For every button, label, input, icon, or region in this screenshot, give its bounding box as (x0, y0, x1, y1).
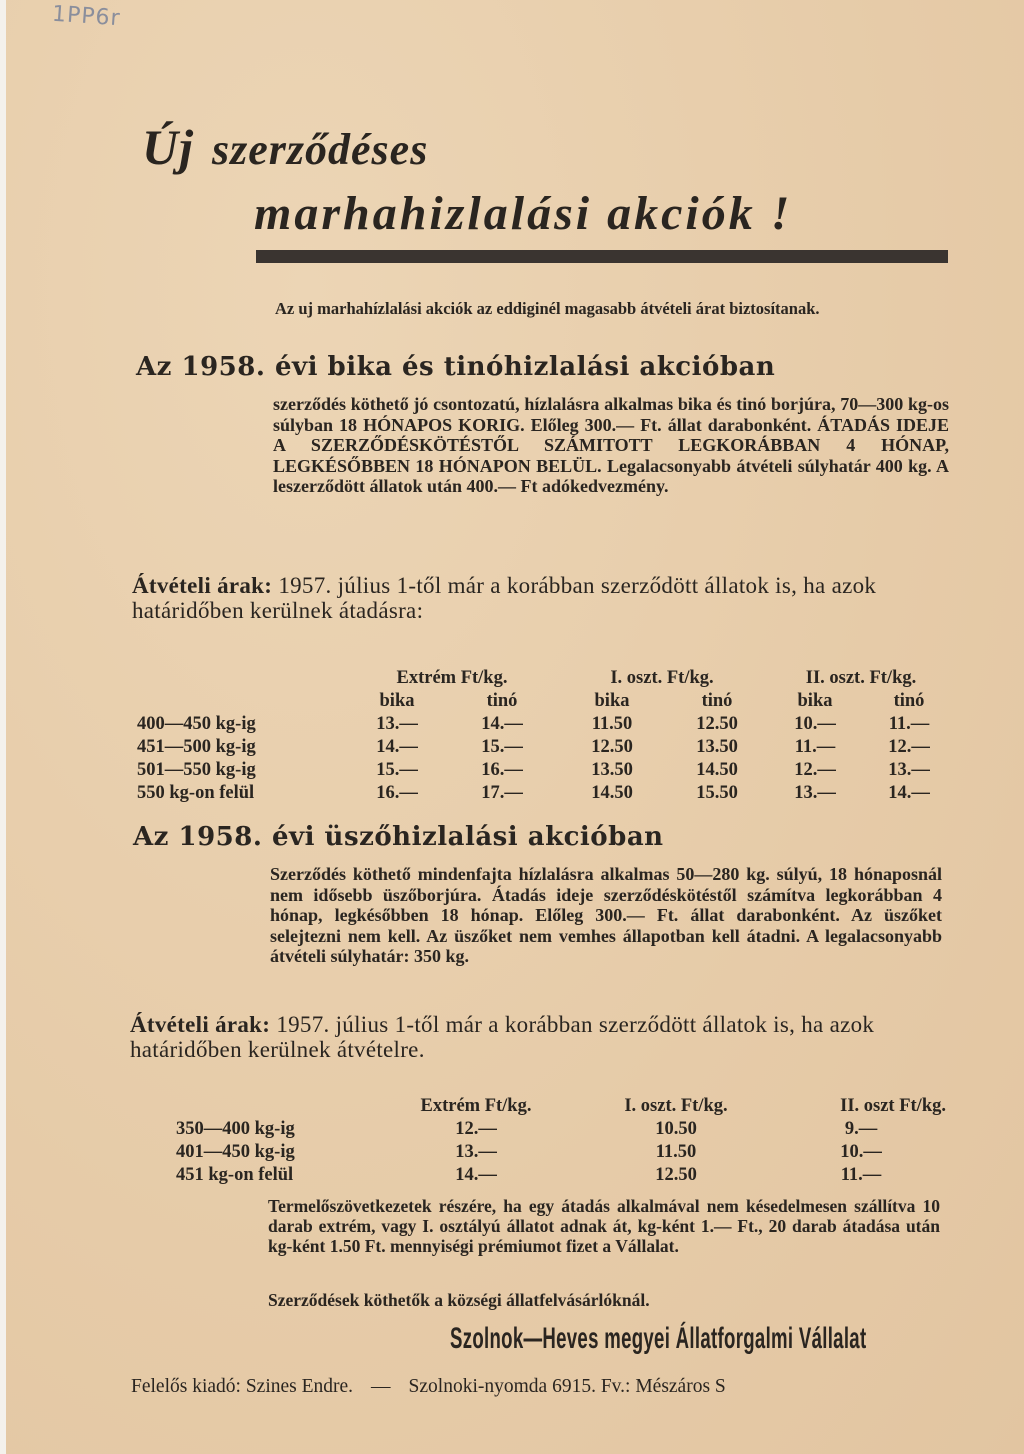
paper-edge (0, 0, 6, 1454)
contracts-note: Szerződések köthetők a községi állatfelvásárlóknál. (268, 1290, 650, 1310)
section1-table-group-header (137, 667, 955, 690)
price-cell: 15.— (376, 760, 418, 780)
price-cell: 11.50 (655, 1142, 697, 1162)
section2-body: Szerződés köthető mindenfajta hízlalásra alkalmas 50—280 kg. súlyú, 18 hónaposnál nem idősebb üszőborjúra. Átadás ideje szerződéskötéstől számítva legkorábban 4 hónap, legkésőbben 18 hónap. Előleg 300.— Ft. állat darabonként. Az üszőket selejtezni nem kell. Az üszőket nem vemhes állapotban kell átadni. A legalacsonyabb átvételi súlyhatár: 350 kg. (270, 864, 942, 966)
price-cell: 10.— (840, 1142, 882, 1162)
title-word-szerzodeses: szerződéses (212, 125, 429, 174)
price-cell: 14.50 (696, 760, 738, 780)
section1-table-sub-header (137, 690, 955, 713)
sub-header: tinó (893, 691, 925, 711)
price-cell: 13.— (888, 760, 930, 780)
issuer-signature: Szolnok—Heves megyei Állatforgalmi Vállalat (450, 1322, 867, 1355)
price-cell: 14.— (376, 737, 418, 757)
price-cell: 11.— (794, 737, 836, 757)
title-underline (256, 250, 948, 263)
sub-header: bika (797, 691, 833, 711)
price-cell: 14.— (888, 783, 930, 803)
section1-body: szerződés köthető jó csontozatú, hízlalásra alkalmas bika és tinó borjúra, 70—300 kg-os súlyban 18 HÓNAPOS KORIG. Előleg 300.— Ft. állat darabonként. ÁTADÁS IDEJE A SZERZŐDÉSKÖTÉSTŐL SZÁMITOTT LEGKORÁBBAN 4 HÓNAP, LEGKÉSŐBBEN 18 HÓNAPON BELÜL. Legalacsonyabb átvételi súlyhatár 400 kg. A leszerződött állatok után 400.— Ft adókedvezmény. (273, 394, 949, 496)
table-row (137, 759, 955, 782)
price-cell: 14.— (481, 714, 523, 734)
price-cell: 11.— (888, 714, 930, 734)
row-label: 451 kg-on felül (176, 1165, 294, 1185)
table-row (137, 736, 955, 759)
title-word-uj: Új (142, 119, 194, 175)
intro-text: Az uj marhahízlalási akciók az eddiginél magasabb átvételi árat biztosítanak. (275, 299, 820, 318)
section2-heading: Az 1958. évi üszőhizlalási akcióban (133, 822, 664, 852)
price-cell: 9.— (844, 1119, 878, 1139)
section1-price-table (137, 667, 955, 805)
price-cell: 16.— (481, 760, 523, 780)
section2-table-header (176, 1095, 946, 1118)
price-cell: 12.— (888, 737, 930, 757)
price-cell: 12.50 (696, 714, 738, 734)
section2-prices-intro (130, 1012, 946, 1062)
price-cell: 15.50 (696, 783, 738, 803)
price-cell: 14.50 (591, 783, 633, 803)
section2-price-table (176, 1095, 946, 1187)
group-header-class2: II. oszt. Ft/kg. (805, 668, 917, 688)
footer-printer: Szolnoki-nyomda 6915. Fv.: Mészáros S (408, 1376, 726, 1397)
price-cell: 15.— (481, 737, 523, 757)
price-cell: 13.— (376, 714, 418, 734)
title-line-1 (142, 118, 428, 176)
row-label: 350—400 kg-ig (176, 1119, 295, 1139)
footer (131, 1376, 726, 1398)
footer-publisher: Felelős kiadó: Szines Endre. (131, 1376, 354, 1397)
price-cell: 10.50 (655, 1119, 697, 1139)
header-class1: I. oszt. Ft/kg. (624, 1096, 728, 1116)
row-label: 550 kg-on felül (137, 783, 255, 803)
handwritten-note: 1PP6r (51, 1, 122, 32)
price-cell: 12.50 (655, 1165, 697, 1185)
row-label: 501—550 kg-ig (137, 760, 256, 780)
section1-heading: Az 1958. évi bika és tinóhizlalási akcióban (136, 352, 776, 382)
table-row (176, 1164, 946, 1187)
section1-prices-text: 1957. július 1-től már a korábban szerződött állatok is, ha azok határidőben kerülnek átadásra: (132, 573, 877, 623)
row-label: 451—500 kg-ig (137, 737, 256, 757)
price-cell: 13.50 (591, 760, 633, 780)
table-row (137, 782, 955, 805)
sub-header: bika (379, 691, 415, 711)
price-cell: 12.— (794, 760, 836, 780)
section1-prices-intro (132, 573, 948, 623)
group-header-class1: I. oszt. Ft/kg. (610, 668, 714, 688)
price-cell: 12.— (455, 1119, 497, 1139)
table-row (137, 713, 955, 736)
section2-prices-lead: Átvételi árak: (130, 1012, 271, 1037)
header-class2: II. oszt Ft/kg. (840, 1096, 946, 1116)
sub-header: bika (594, 691, 630, 711)
premium-note: Termelőszövetkezetek részére, ha egy átadás alkalmával nem késedelmesen szállítva 10 darab extrém, vagy I. osztályú állatot adnak át, kg-ként 1.— Ft., 20 darab átadása után kg-ként 1.50 Ft. mennyiségi prémiumot fizet a Vállalat. (268, 1196, 940, 1256)
header-extrem: Extrém Ft/kg. (420, 1096, 532, 1116)
price-cell: 11.50 (591, 714, 633, 734)
price-cell: 13.— (794, 783, 836, 803)
price-cell: 12.50 (591, 737, 633, 757)
price-cell: 16.— (376, 783, 418, 803)
price-cell: 17.— (481, 783, 523, 803)
footer-separator: — (371, 1376, 391, 1397)
row-label: 401—450 kg-ig (176, 1142, 295, 1162)
price-cell: 10.— (794, 714, 836, 734)
price-cell: 14.— (455, 1165, 497, 1185)
section1-prices-lead: Átvételi árak: (132, 573, 273, 598)
sub-header: tinó (486, 691, 518, 711)
sub-header: tinó (701, 691, 733, 711)
price-cell: 13.50 (696, 737, 738, 757)
table-row (176, 1141, 946, 1164)
section2-prices-text: 1957. július 1-től már a korábban szerződött állatok is, ha azok határidőben kerülnek átvételre. (130, 1012, 875, 1062)
group-header-extrem: Extrém Ft/kg. (396, 668, 508, 688)
price-cell: 13.— (455, 1142, 497, 1162)
table-row (176, 1118, 946, 1141)
price-cell: 11.— (840, 1165, 882, 1185)
row-label: 400—450 kg-ig (137, 714, 256, 734)
title-line-2: marhahizlalási akciók ! (254, 187, 793, 240)
